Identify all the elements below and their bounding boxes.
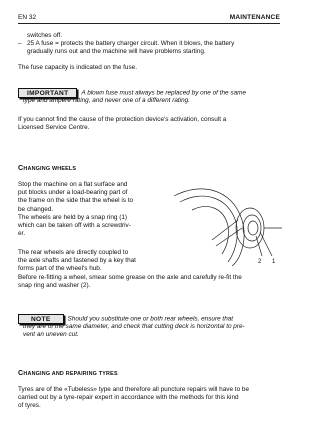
note-text-1: Should you substitute one or both rear wheels, ensure that bbox=[67, 315, 234, 323]
note-text-3: vent an uneven cut. bbox=[23, 331, 79, 338]
important-text-1: A blown fuse must always be replaced by one of the same bbox=[81, 89, 246, 97]
note-text-2: they are of the same diameter, and check that cutting deck is horizontal to pre- bbox=[23, 323, 245, 330]
changing-wheels-heading bbox=[18, 163, 76, 172]
page-header bbox=[18, 14, 280, 24]
text-line: er. bbox=[18, 230, 26, 238]
figure-label-1: 1 bbox=[272, 259, 276, 265]
text-line: forms part of the wheel's hub. bbox=[18, 265, 102, 273]
text-line: the frame on the side that the wheel is to bbox=[18, 197, 134, 205]
text-line: be changed. bbox=[18, 205, 54, 213]
wheels-paragraph-1 bbox=[18, 181, 133, 238]
text-line: snap ring and washer (2). bbox=[18, 281, 91, 289]
text-line: put blocks under a load-bearing part of bbox=[18, 189, 128, 197]
fuse-capacity-text: The fuse capacity is indicated on the fuse. bbox=[18, 64, 138, 71]
text-line: carried out by a tyre-repair expert in accordance with the methods for this kind bbox=[18, 394, 239, 402]
text-line: which can be taken off with a screwdriv- bbox=[18, 222, 131, 230]
text-line: The wheels are held by a snap ring (1) bbox=[18, 213, 128, 221]
fuse-bullet-line-1: 25 A fuse = protects the battery charger circuit. When it blows, the battery bbox=[27, 40, 235, 47]
text-line: Tyres are of the «Tubeless» type and therefore all puncture repairs will have to be bbox=[18, 386, 250, 393]
text-line: Stop the machine on a flat surface and bbox=[18, 181, 128, 188]
section-title: MAINTENANCE bbox=[229, 14, 280, 21]
leader-line-2 bbox=[256, 236, 262, 256]
fuse-bullet bbox=[18, 40, 234, 56]
tyres-paragraph bbox=[18, 386, 249, 411]
wheel-snap-ring-illustration bbox=[172, 180, 284, 268]
snap-ring-outline bbox=[248, 221, 258, 235]
text-line: the axle shafts and fastened by a key that bbox=[18, 257, 136, 265]
note-badge: NOTE bbox=[18, 314, 64, 324]
spoke-line bbox=[212, 220, 238, 240]
hub-outline bbox=[236, 208, 264, 248]
heading-initial: C bbox=[18, 163, 24, 172]
fuse-bullet-line-2: gradually runs out and the machine will have problems starting. bbox=[27, 48, 206, 56]
leader-line-1 bbox=[260, 232, 272, 256]
cause-line-1: If you cannot find the cause of the protection device's activation, consult a bbox=[18, 116, 227, 123]
bullet-dash: – bbox=[18, 40, 22, 47]
cause-line-2: Licensed Service Centre. bbox=[18, 124, 90, 131]
changing-tyres-heading bbox=[18, 368, 118, 377]
text-line: The rear wheels are directly coupled to bbox=[18, 249, 129, 256]
page-number: EN 32 bbox=[18, 14, 37, 21]
heading-rest: HANGING WHEELS bbox=[23, 166, 77, 172]
heading-rest: HANGING AND REPAIRING TYRES bbox=[23, 371, 118, 377]
fuse-continuation: switches off. bbox=[27, 32, 63, 39]
tyre-outline bbox=[174, 189, 244, 266]
rim-outline bbox=[192, 207, 229, 254]
heading-initial: C bbox=[18, 368, 24, 377]
important-badge: IMPORTANT bbox=[18, 88, 77, 98]
spoke-line-2 bbox=[216, 228, 242, 246]
text-line: of tyres. bbox=[18, 402, 41, 410]
important-text-2: type and ampere rating, and never one of a different rating. bbox=[23, 97, 190, 104]
figure-label-2: 2 bbox=[258, 259, 262, 265]
header-rule bbox=[18, 23, 280, 24]
text-line: Before re-fitting a wheel, smear some grease on the axle and carefully re-fit the bbox=[18, 273, 242, 281]
